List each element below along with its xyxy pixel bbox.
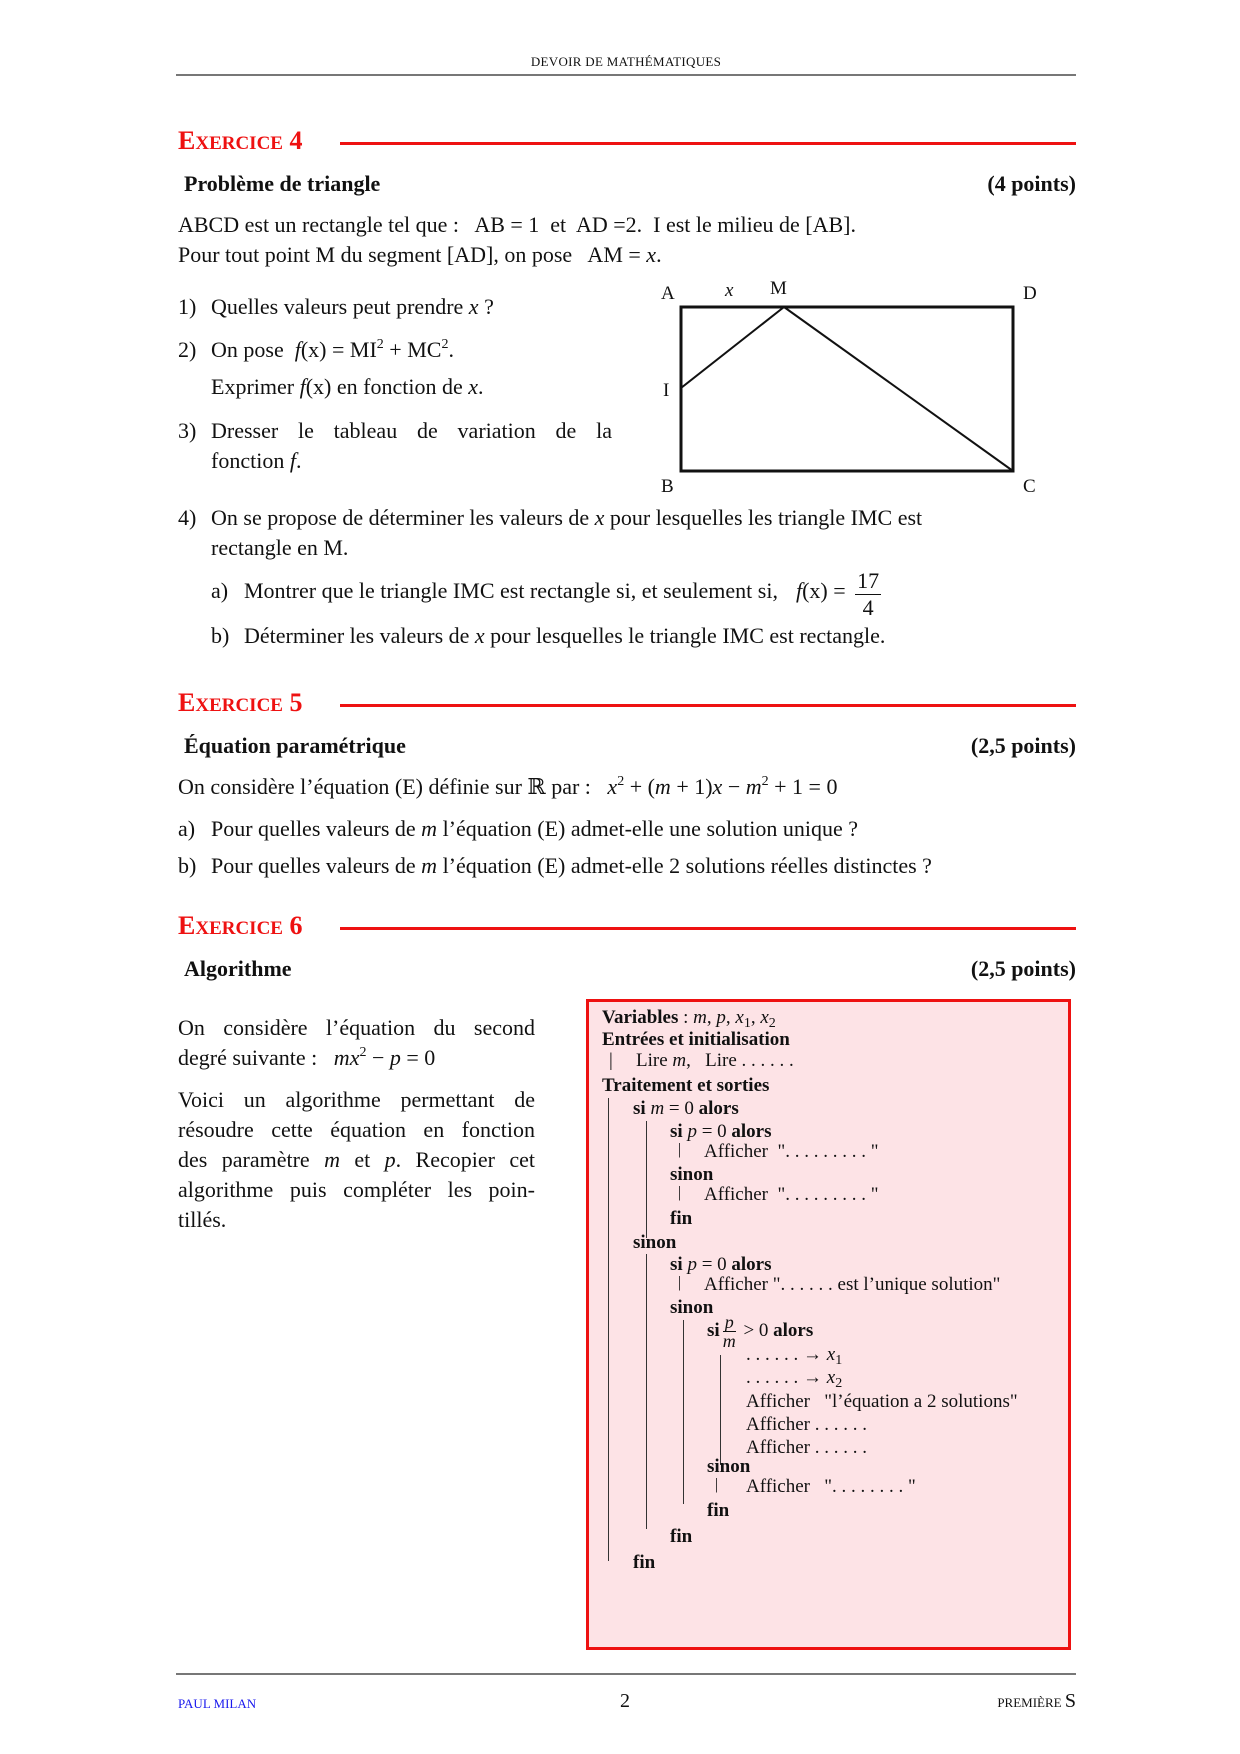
- var-m: m: [650, 1098, 665, 1119]
- var-p: p: [716, 1007, 726, 1028]
- exercise-5-points: (2,5 points): [970, 733, 1076, 758]
- question-end: .: [295, 448, 302, 473]
- var-x2: x: [760, 1007, 769, 1028]
- var-x: x: [474, 623, 485, 648]
- question-3-line2: [211, 448, 301, 474]
- footer-page-number: 2: [620, 1690, 630, 1712]
- denominator: m: [722, 1331, 736, 1351]
- rectangle-figure: [600, 270, 1060, 500]
- question-text: Dresser le tableau de variation de la: [211, 418, 612, 443]
- exercise-5-rule: [340, 704, 1076, 707]
- para2-line2: résoudre cette équation en fonction: [178, 1117, 535, 1142]
- algo-text: , Lire . . . . . .: [686, 1050, 794, 1071]
- var-m: m: [672, 1050, 687, 1071]
- algo-pipe: |: [678, 1184, 682, 1201]
- var-p: p: [687, 1254, 697, 1275]
- question-end: .: [478, 374, 484, 399]
- var-m: m: [324, 1147, 340, 1172]
- formula-text: = MI: [326, 337, 377, 362]
- algorithm-box: [586, 999, 1071, 1650]
- subscript: 2: [768, 1016, 776, 1031]
- algo-variables: Variables : m, p, $x_1$, $x_2$: [602, 1007, 776, 1031]
- exercise-4-intro-line1: ABCD est un rectangle tel que : AB = 1 et AD =2. I est le milieu de [AB].: [178, 212, 856, 237]
- algo-text: = 0: [696, 1254, 732, 1275]
- algo-display-a: Afficher . . . . . .: [746, 1414, 868, 1435]
- question-1: [178, 294, 494, 320]
- var-x1: x: [826, 1344, 836, 1365]
- subquestion-label: b): [211, 623, 230, 648]
- exercise-5-title: [178, 688, 302, 718]
- keyword-si: si: [633, 1098, 646, 1119]
- question-text: l’équation (E) admet-elle 2 solutions réelles distinctes ?: [437, 853, 932, 878]
- title-prefix: E: [178, 688, 196, 717]
- exercise-5-question-a: [178, 816, 858, 842]
- question-text: en fonction de: [331, 374, 469, 399]
- algo-display-3: Afficher ". . . . . . . . ": [746, 1476, 916, 1497]
- keyword-sinon: sinon: [670, 1297, 714, 1318]
- func-f: f: [299, 374, 306, 399]
- var-p: p: [389, 1045, 401, 1070]
- exponent: 2: [617, 774, 625, 789]
- para2-line5: tillés.: [178, 1207, 227, 1232]
- var-x: x: [468, 374, 478, 399]
- page-header-title: DEVOIR DE MATHÉMATIQUES: [530, 54, 722, 69]
- var-p: p: [687, 1121, 697, 1142]
- title-smallcaps: XERCICE: [195, 918, 283, 939]
- question-number: 1): [178, 294, 197, 319]
- algo-else-1: [670, 1164, 713, 1186]
- var-x: x: [607, 774, 618, 799]
- label-x: x: [725, 280, 734, 301]
- header-rule: [176, 74, 1076, 76]
- segment-mc: [784, 307, 1013, 471]
- para-text: des paramètre: [178, 1147, 325, 1172]
- func-f: f: [289, 448, 296, 473]
- exponent: 2: [761, 774, 769, 789]
- question-4-line2: rectangle en M.: [211, 535, 349, 560]
- numerator: p: [724, 1312, 734, 1332]
- algo-if-p0-b: [670, 1254, 772, 1276]
- algo-display-2sol: Afficher "l’équation a 2 solutions": [746, 1391, 1018, 1412]
- question-number: 4): [178, 505, 197, 530]
- title-smallcaps: XERCICE: [195, 133, 283, 154]
- algo-end-1-outer: [633, 1552, 655, 1574]
- exercise-6-points: (2,5 points): [970, 956, 1076, 981]
- question-4a: [211, 568, 885, 621]
- footer-author: PAUL MILAN: [178, 1696, 257, 1711]
- question-3: [178, 418, 612, 444]
- title-prefix: E: [178, 126, 196, 155]
- var-m: m: [421, 853, 438, 878]
- question-number: 2): [178, 337, 197, 362]
- func-f: f: [795, 578, 803, 603]
- var-m: m: [333, 1045, 350, 1070]
- para2-line1: Voici un algorithme permettant de: [178, 1087, 535, 1112]
- algo-text: = 0: [664, 1098, 699, 1119]
- var-m: m: [745, 774, 762, 799]
- formula-end: .: [448, 337, 454, 362]
- exercise-6-description: [178, 1013, 535, 1235]
- rectangle-abcd: [681, 307, 1013, 471]
- title-prefix: E: [178, 911, 196, 940]
- eq-text: + (: [624, 774, 655, 799]
- question-number: 3): [178, 418, 197, 443]
- var-x: x: [712, 774, 723, 799]
- denominator: 4: [862, 595, 874, 620]
- keyword-fin: fin: [670, 1526, 693, 1547]
- eq-text: + 1): [670, 774, 713, 799]
- algo-text: > 0: [738, 1319, 774, 1341]
- para-text: et: [339, 1147, 385, 1172]
- algo-end-1: [670, 1208, 692, 1230]
- algo-assign-x1: [746, 1344, 842, 1366]
- algo-pipe: |: [678, 1141, 682, 1158]
- exercise-6-rule: [340, 927, 1076, 930]
- fraction-17-over-4: [855, 568, 881, 621]
- algo-end-2: [670, 1526, 692, 1548]
- subquestion-label: a): [178, 816, 196, 841]
- exercise-5-intro: [178, 774, 837, 800]
- label-i: I: [663, 380, 670, 401]
- var-x1: x: [735, 1007, 744, 1028]
- exponent: 2: [376, 337, 384, 352]
- para2-line3: [178, 1145, 535, 1175]
- question-text: pour lesquelles le triangle IMC est rectangle.: [484, 623, 886, 648]
- equals: =: [827, 578, 852, 603]
- algo-display-b: Afficher . . . . . .: [746, 1437, 868, 1458]
- label-d: D: [1023, 283, 1037, 304]
- algo-display-1: Afficher ". . . . . . . . . ": [704, 1141, 879, 1162]
- var-x: x: [594, 505, 605, 530]
- algo-display-unique: Afficher ". . . . . . est l’unique solution": [704, 1274, 1001, 1295]
- question-text: Exprimer: [211, 374, 300, 399]
- question-text: fonction: [211, 448, 290, 473]
- footer-class: [997, 1690, 1076, 1713]
- question-text: l’équation (E) admet-elle une solution unique ?: [437, 816, 858, 841]
- formula-text: + MC: [383, 337, 442, 362]
- label-b: B: [661, 476, 674, 497]
- algo-text: Lire: [636, 1050, 673, 1071]
- question-4: [178, 505, 922, 531]
- question-text: Montrer que le triangle IMC est rectangle si, et seulement si,: [244, 578, 778, 603]
- title-number: 4: [289, 126, 303, 155]
- func-f: f: [294, 337, 301, 362]
- func-arg: (x): [802, 578, 828, 603]
- algo-if-m0: [633, 1098, 739, 1120]
- question-text: Pour quelles valeurs de: [211, 816, 422, 841]
- keyword-variables: Variables: [602, 1007, 679, 1028]
- var-m: m: [654, 774, 671, 799]
- intro-text: On considère l’équation (E) définie sur ℝ par :: [178, 774, 591, 799]
- exercise-4-title: [178, 126, 302, 156]
- algo-display-2: Afficher ". . . . . . . . . ": [704, 1184, 879, 1205]
- exercise-4-rule: [340, 142, 1076, 145]
- question-text: pour lesquelles les triangle IMC est: [604, 505, 923, 530]
- exponent: 2: [441, 337, 449, 352]
- eq-text: + 1 = 0: [768, 774, 838, 799]
- algo-text: . . . . . . →: [746, 1367, 827, 1388]
- algo-block-bar-level2b: [646, 1254, 647, 1529]
- segment-im: [681, 307, 784, 388]
- algo-if-p0: [670, 1121, 772, 1143]
- subscript: 2: [835, 1376, 843, 1391]
- class-suffix: S: [1064, 1690, 1076, 1712]
- func-arg: (x): [305, 374, 332, 399]
- label-m: M: [770, 278, 787, 299]
- eq-text: −: [722, 774, 746, 799]
- keyword-sinon: sinon: [707, 1456, 751, 1477]
- question-text: Pour quelles valeurs de: [211, 853, 422, 878]
- algo-else-m: [633, 1232, 676, 1254]
- footer-rule: [176, 1673, 1076, 1675]
- keyword-fin: fin: [670, 1208, 693, 1229]
- keyword-fin: fin: [633, 1552, 656, 1573]
- label-c: C: [1023, 476, 1036, 497]
- algo-assign-x2: [746, 1367, 842, 1389]
- algo-inputs-label: [602, 1029, 790, 1051]
- question-text: Quelles valeurs peut prendre: [211, 294, 469, 319]
- para1-line1: On considère l’équation du second: [178, 1015, 535, 1040]
- class-prefix: PREMIÈRE: [997, 1695, 1062, 1710]
- exercise-6-title: [178, 911, 302, 941]
- question-text: On pose: [211, 337, 295, 362]
- label-a: A: [661, 283, 675, 304]
- var-x: x: [646, 242, 657, 267]
- algo-pipe: |: [715, 1476, 719, 1493]
- algo-end-3: [707, 1500, 729, 1522]
- keyword-si: si: [670, 1254, 683, 1275]
- var-x: x: [468, 294, 479, 319]
- var-m: m: [421, 816, 438, 841]
- keyword-alors: alors: [773, 1319, 814, 1341]
- keyword-alors: alors: [731, 1121, 772, 1142]
- var-x2: x: [826, 1367, 836, 1388]
- exercise-6-subtitle: Algorithme: [184, 956, 292, 981]
- var-x: x: [349, 1045, 360, 1070]
- algo-block-bar-level4: [720, 1355, 721, 1465]
- fraction-p-over-m: [723, 1313, 736, 1350]
- var-m: m: [693, 1007, 707, 1028]
- exercise-4-subtitle: Problème de triangle: [184, 171, 381, 196]
- algo-pipe: |: [678, 1274, 682, 1291]
- para-text: . Recopier cet: [395, 1147, 535, 1172]
- question-2: [178, 337, 454, 363]
- keyword-sinon: sinon: [633, 1232, 677, 1253]
- func-arg: (x): [300, 337, 327, 362]
- keyword-si: si: [707, 1319, 720, 1341]
- eq-text: = 0: [400, 1045, 436, 1070]
- keyword-sinon: sinon: [670, 1164, 714, 1185]
- subscript: 1: [743, 1016, 751, 1031]
- keyword-inputs: Entrées et initialisation: [602, 1029, 790, 1050]
- question-2-line2: [211, 374, 484, 400]
- numerator: 17: [857, 568, 880, 593]
- para2-line4: algorithme puis compléter les poin-: [178, 1177, 535, 1202]
- exercise-5-question-b: [178, 853, 932, 879]
- subquestion-label: b): [178, 853, 197, 878]
- intro-end: .: [656, 242, 662, 267]
- algo-pipe: |: [609, 1050, 613, 1071]
- intro-text: Pour tout point M du segment [AD], on pose AM =: [178, 242, 647, 267]
- keyword-alors: alors: [698, 1098, 739, 1119]
- para1-line2: [178, 1043, 535, 1073]
- algo-block-bar-level3: [683, 1320, 684, 1504]
- keyword-si: si: [670, 1121, 683, 1142]
- algo-read-line: [636, 1050, 794, 1072]
- question-end: ?: [478, 294, 494, 319]
- question-4b: [211, 623, 885, 649]
- algo-text: = 0: [696, 1121, 732, 1142]
- exercise-4-points: (4 points): [987, 171, 1076, 196]
- keyword-fin: fin: [707, 1500, 730, 1521]
- sep: :: [678, 1007, 694, 1028]
- algo-block-bar-level1: [608, 1098, 609, 1561]
- algo-else-3: [707, 1456, 750, 1478]
- eq-text: −: [366, 1045, 390, 1070]
- subscript: 1: [835, 1353, 843, 1368]
- para-text: degré suivante :: [178, 1045, 334, 1070]
- exponent: 2: [359, 1045, 367, 1060]
- question-text: Déterminer les valeurs de: [244, 623, 475, 648]
- title-smallcaps: XERCICE: [195, 695, 283, 716]
- algo-text: . . . . . . →: [746, 1344, 827, 1365]
- title-number: 6: [289, 911, 303, 940]
- exercise-5-subtitle: Équation paramétrique: [184, 733, 406, 758]
- keyword-processing: Traitement et sorties: [602, 1075, 770, 1096]
- algo-block-bar-level2a: [646, 1121, 647, 1238]
- keyword-alors: alors: [731, 1254, 772, 1275]
- subquestion-label: a): [211, 578, 229, 603]
- exercise-4-intro-line2: [178, 242, 662, 268]
- title-number: 5: [289, 688, 303, 717]
- question-text: On se propose de déterminer les valeurs de: [211, 505, 595, 530]
- algo-processing-label: [602, 1075, 769, 1097]
- var-p: p: [384, 1147, 396, 1172]
